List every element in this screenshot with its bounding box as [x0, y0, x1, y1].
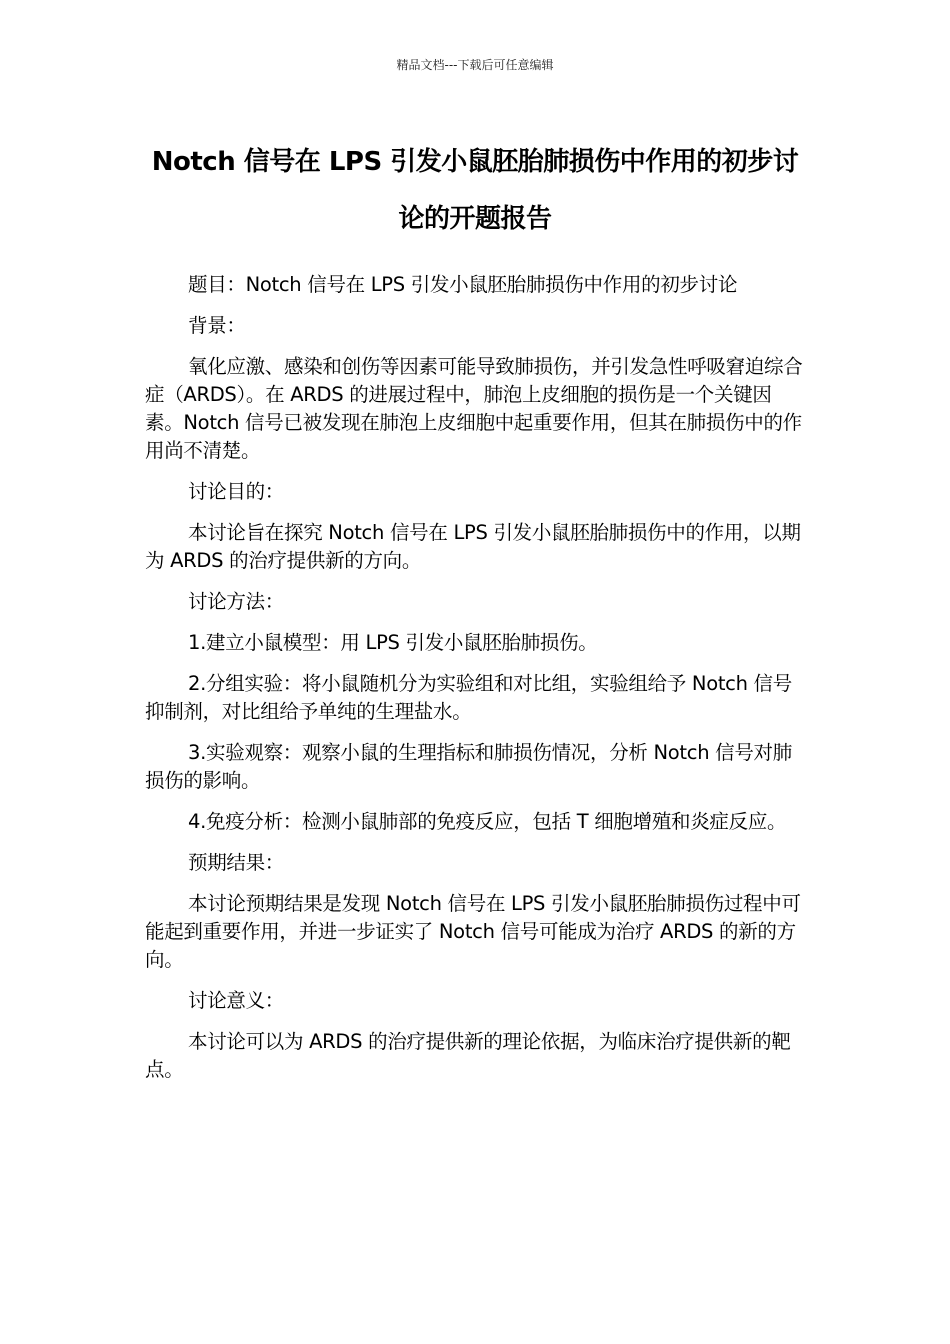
header-note: 精品文档---下载后可任意编辑 — [396, 58, 554, 72]
paragraph-expected-results: 本讨论预期结果是发现 Notch 信号在 LPS 引发小鼠胚胎肺损伤过程中可能起到重要作用，并进一步证实了 Notch 信号可能成为治疗 ARDS 的新的方向。 — [145, 892, 801, 971]
method-item-4: 4.免疫分析：检测小鼠肺部的免疫反应，包括 T 细胞增殖和炎症反应。 — [188, 810, 787, 833]
method-item-1: 1.建立小鼠模型：用 LPS 引发小鼠胚胎肺损伤。 — [188, 631, 598, 654]
heading-significance: 讨论意义： — [188, 989, 285, 1012]
document-title: Notch 信号在 LPS 引发小鼠胚胎肺损伤中作用的初步讨论的开题报告 — [151, 147, 799, 234]
heading-expected-results: 预期结果： — [188, 851, 285, 874]
method-item-3: 3.实验观察：观察小鼠的生理指标和肺损伤情况，分析 Notch 信号对肺损伤的影响。 — [145, 741, 792, 792]
paragraph-background: 氧化应激、感染和创伤等因素可能导致肺损伤，并引发急性呼吸窘迫综合症（ARDS）。在 ARDS 的进展过程中，肺泡上皮细胞的损伤是一个关键因素。Notch 信号已被发现在肺泡上皮细胞中起重要作用，但其在肺损伤中的作用尚不清楚。 — [145, 355, 803, 462]
paragraph-purpose: 本讨论旨在探究 Notch 信号在 LPS 引发小鼠胚胎肺损伤中的作用，以期为 ARDS 的治疗提供新的方向。 — [145, 521, 801, 572]
heading-background: 背景： — [188, 314, 246, 337]
heading-methods: 讨论方法： — [188, 590, 285, 613]
method-item-2: 2.分组实验：将小鼠随机分为实验组和对比组，实验组给予 Notch 信号抑制剂，对比组给予单纯的生理盐水。 — [145, 672, 792, 723]
paragraph-significance: 本讨论可以为 ARDS 的治疗提供新的理论依据，为临床治疗提供新的靶点。 — [145, 1030, 791, 1081]
heading-purpose: 讨论目的： — [188, 480, 285, 503]
document-body — [145, 271, 805, 1097]
paragraph-topic: 题目：Notch 信号在 LPS 引发小鼠胚胎肺损伤中作用的初步讨论 — [188, 273, 738, 296]
